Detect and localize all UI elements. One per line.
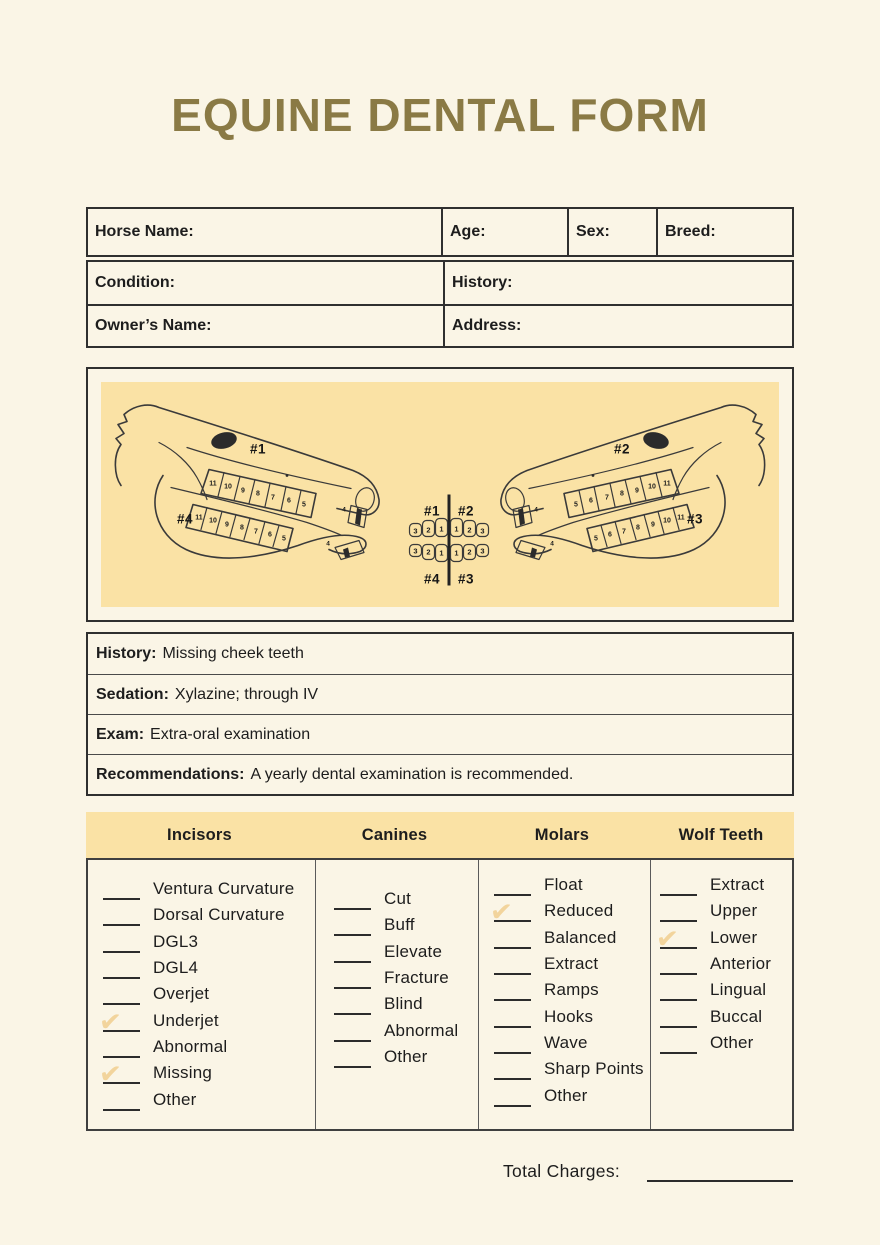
checklist-item-label: DGL3 bbox=[153, 931, 199, 951]
checklist-item-cut[interactable] bbox=[334, 886, 478, 912]
sedation-note-value: Xylazine; through IV bbox=[174, 685, 319, 703]
checklist-item-label: Hooks bbox=[544, 1006, 594, 1026]
checklist-item-label: Fracture bbox=[384, 968, 449, 988]
blank-line[interactable] bbox=[494, 1014, 531, 1028]
notes-section bbox=[86, 632, 794, 796]
checklist-item-label: Other bbox=[153, 1089, 197, 1109]
checklist-item-dorsal-curvature[interactable] bbox=[103, 902, 315, 928]
checklist-item-extract[interactable] bbox=[660, 872, 792, 898]
age-field[interactable] bbox=[441, 209, 567, 255]
checklist-item-label: Anterior bbox=[710, 954, 772, 974]
address-field[interactable] bbox=[443, 304, 792, 346]
svg-text:11: 11 bbox=[677, 514, 685, 522]
checklist-item-buff[interactable] bbox=[334, 912, 478, 938]
blank-line[interactable] bbox=[103, 965, 140, 979]
svg-text:7: 7 bbox=[271, 494, 275, 502]
svg-text:1: 1 bbox=[439, 524, 444, 534]
blank-line[interactable] bbox=[660, 961, 697, 975]
blank-line[interactable] bbox=[494, 1066, 531, 1080]
address-label: Address: bbox=[452, 317, 522, 334]
svg-text:3: 3 bbox=[413, 546, 418, 556]
total-charges-line[interactable] bbox=[647, 1170, 793, 1182]
right-skull-diagram bbox=[501, 405, 765, 559]
checklist-item-label: Abnormal bbox=[153, 1036, 228, 1056]
checklist-item-ramps[interactable] bbox=[494, 977, 650, 1003]
blank-line[interactable] bbox=[103, 991, 140, 1005]
checklist-item-lingual[interactable] bbox=[660, 977, 792, 1003]
checklist-item-label: Extract bbox=[544, 954, 599, 974]
checklist-item-label: Sharp Points bbox=[544, 1059, 644, 1079]
blank-line[interactable] bbox=[660, 908, 697, 922]
quadrant-label-3: #3 bbox=[686, 511, 704, 527]
checklist-item-other[interactable] bbox=[660, 1030, 792, 1056]
checklist-item-abnormal[interactable] bbox=[334, 1017, 478, 1043]
checklist-item-ventura-curvature[interactable] bbox=[103, 876, 315, 902]
svg-text:1: 1 bbox=[439, 548, 444, 558]
checklist-item-label: Buff bbox=[384, 915, 415, 935]
horse-name-label: Horse Name: bbox=[95, 223, 194, 240]
blank-line[interactable] bbox=[660, 1014, 697, 1028]
sex-label: Sex: bbox=[576, 223, 610, 240]
checklist-item-label: Abnormal bbox=[384, 1020, 459, 1040]
dental-chart-svg bbox=[101, 382, 779, 607]
owner-name-field[interactable] bbox=[88, 304, 443, 346]
owner-info-table bbox=[86, 260, 794, 348]
svg-text:11: 11 bbox=[663, 480, 671, 488]
incisor-quadrant-2: #2 bbox=[457, 503, 475, 519]
incisor-quadrant-3: #3 bbox=[457, 571, 475, 587]
svg-text:8: 8 bbox=[240, 524, 244, 532]
svg-text:10: 10 bbox=[224, 483, 232, 491]
svg-text:8: 8 bbox=[636, 524, 640, 532]
checklist-body bbox=[86, 858, 794, 1131]
checklist-item-reduced[interactable] bbox=[488, 896, 650, 930]
svg-text:3: 3 bbox=[480, 526, 485, 536]
svg-text:4: 4 bbox=[342, 506, 346, 514]
page-title: EQUINE DENTAL FORM bbox=[171, 89, 709, 141]
blank-line[interactable] bbox=[103, 939, 140, 953]
checklist-item-extract[interactable] bbox=[494, 951, 650, 977]
svg-text:3: 3 bbox=[413, 526, 418, 536]
svg-text:2: 2 bbox=[467, 547, 472, 557]
checklist-item-abnormal[interactable] bbox=[103, 1034, 315, 1060]
quadrant-label-1: #1 bbox=[249, 441, 267, 457]
checklist-item-blind[interactable] bbox=[334, 991, 478, 1017]
checklist-item-label: Underjet bbox=[153, 1010, 219, 1030]
checklist-item-label: Lingual bbox=[710, 980, 767, 1000]
checklist-item-label: Buccal bbox=[710, 1006, 763, 1026]
svg-text:2: 2 bbox=[426, 525, 431, 535]
blank-line[interactable] bbox=[97, 1005, 140, 1039]
owner-name-label: Owner’s Name: bbox=[95, 317, 212, 334]
svg-text:1: 1 bbox=[454, 548, 459, 558]
checklist-item-fracture[interactable] bbox=[334, 965, 478, 991]
checklist-header-molars: Molars bbox=[534, 825, 590, 844]
dental-chart-panel bbox=[86, 367, 794, 622]
checklist-item-label: DGL4 bbox=[153, 958, 199, 978]
blank-line[interactable] bbox=[488, 896, 531, 930]
dental-chart-background bbox=[101, 382, 779, 607]
checklist-item-label: Blind bbox=[384, 994, 423, 1014]
checklist-column-incisors bbox=[88, 860, 315, 1129]
checklist-column-canines bbox=[315, 860, 478, 1129]
breed-field[interactable] bbox=[656, 209, 792, 255]
blank-line[interactable] bbox=[494, 1040, 531, 1054]
checklist-header-row bbox=[86, 812, 794, 858]
total-charges-label: Total Charges: bbox=[503, 1161, 621, 1181]
checklist-item-label: Float bbox=[544, 875, 583, 895]
sex-field[interactable] bbox=[567, 209, 656, 255]
checklist-item-other[interactable] bbox=[334, 1044, 478, 1070]
svg-text:6: 6 bbox=[287, 497, 291, 505]
history-note-row bbox=[88, 634, 792, 674]
svg-text:3: 3 bbox=[480, 546, 485, 556]
blank-line[interactable] bbox=[494, 935, 531, 949]
blank-line[interactable] bbox=[660, 987, 697, 1001]
svg-text:5: 5 bbox=[302, 501, 306, 509]
exam-note-label: Exam: bbox=[96, 725, 145, 743]
blank-line[interactable] bbox=[103, 912, 140, 926]
checklist-item-float[interactable] bbox=[494, 872, 650, 898]
checklist-item-label: Elevate bbox=[384, 941, 443, 961]
quadrant-label-4: #4 bbox=[176, 511, 194, 527]
svg-text:5: 5 bbox=[594, 535, 598, 543]
recommendations-note-row bbox=[88, 754, 792, 794]
svg-text:10: 10 bbox=[209, 517, 217, 525]
breed-label: Breed: bbox=[665, 223, 716, 240]
checklist-item-label: Reduced bbox=[544, 901, 614, 921]
check-icon: ✔ bbox=[488, 896, 514, 930]
horse-name-field[interactable] bbox=[88, 209, 441, 255]
svg-text:1: 1 bbox=[454, 524, 459, 534]
blank-line[interactable] bbox=[654, 922, 697, 956]
svg-text:4: 4 bbox=[534, 506, 538, 514]
check-icon: ✔ bbox=[97, 1005, 123, 1039]
checklist-header-incisors: Incisors bbox=[167, 825, 232, 844]
svg-text:9: 9 bbox=[225, 521, 229, 529]
blank-line[interactable] bbox=[103, 1044, 140, 1058]
svg-text:6: 6 bbox=[589, 497, 593, 505]
checklist-item-label: Ventura Curvature bbox=[153, 879, 295, 899]
history-note-label: History: bbox=[96, 645, 157, 662]
blank-line[interactable] bbox=[334, 1054, 371, 1068]
checklist-item-sharp-points[interactable] bbox=[494, 1056, 650, 1082]
checklist-item-upper[interactable] bbox=[660, 898, 792, 924]
exam-note-row bbox=[88, 714, 792, 754]
svg-text:7: 7 bbox=[605, 494, 609, 502]
checklist-item-label: Dorsal Curvature bbox=[153, 905, 285, 925]
checklist-item-lower[interactable] bbox=[654, 922, 792, 956]
check-icon: ✔ bbox=[654, 922, 680, 956]
blank-line[interactable] bbox=[494, 987, 531, 1001]
svg-text:9: 9 bbox=[651, 521, 655, 529]
condition-field[interactable] bbox=[88, 262, 443, 304]
checklist-item-balanced[interactable] bbox=[494, 925, 650, 951]
blank-line[interactable] bbox=[334, 949, 371, 963]
checklist-item-missing[interactable] bbox=[97, 1058, 315, 1091]
exam-note-value: Extra-oral examination bbox=[150, 725, 311, 743]
checklist-item-dgl3[interactable] bbox=[103, 929, 315, 955]
checklist-column-wolf-teeth bbox=[650, 860, 792, 1129]
checklist-item-label: Extract bbox=[710, 875, 765, 895]
checklist-item-hooks[interactable] bbox=[494, 1003, 650, 1029]
blank-line[interactable] bbox=[103, 886, 140, 900]
checklist-item-label: Cut bbox=[384, 889, 412, 909]
svg-text:5: 5 bbox=[282, 535, 286, 543]
recommendations-note-value: A yearly dental examination is recommended. bbox=[250, 765, 574, 783]
checklist-item-wave[interactable] bbox=[494, 1030, 650, 1056]
checklist-item-elevate[interactable] bbox=[334, 939, 478, 965]
checklist-item-label: Upper bbox=[710, 901, 758, 921]
svg-text:7: 7 bbox=[622, 528, 626, 536]
checklist-item-label: Balanced bbox=[544, 927, 617, 947]
svg-text:9: 9 bbox=[241, 487, 245, 495]
svg-text:5: 5 bbox=[574, 501, 578, 509]
checklist-item-dgl4[interactable] bbox=[103, 955, 315, 981]
svg-text:6: 6 bbox=[268, 531, 272, 539]
checklist-item-underjet[interactable] bbox=[97, 1005, 315, 1039]
svg-text:11: 11 bbox=[195, 514, 203, 522]
blank-line[interactable] bbox=[660, 882, 697, 896]
checklist-header-canines: Canines bbox=[361, 825, 428, 844]
incisor-quadrant-4: #4 bbox=[423, 571, 441, 587]
checklist-item-label: Other bbox=[710, 1032, 754, 1052]
blank-line[interactable] bbox=[334, 975, 371, 989]
svg-text:8: 8 bbox=[620, 490, 624, 498]
svg-text:8: 8 bbox=[256, 490, 260, 498]
blank-line[interactable] bbox=[334, 1028, 371, 1042]
svg-text:10: 10 bbox=[663, 517, 671, 525]
left-skull-diagram bbox=[115, 405, 379, 559]
checklist-column-molars bbox=[478, 860, 650, 1129]
sedation-note-label: Sedation: bbox=[96, 685, 169, 703]
age-label: Age: bbox=[450, 223, 486, 240]
blank-line[interactable] bbox=[494, 882, 531, 896]
total-charges-row bbox=[86, 1161, 794, 1182]
blank-line[interactable] bbox=[494, 961, 531, 975]
blank-line[interactable] bbox=[660, 1040, 697, 1054]
sedation-note-row bbox=[88, 674, 792, 714]
checklist-header-wolf-teeth: Wolf Teeth bbox=[678, 825, 764, 844]
blank-line[interactable] bbox=[103, 1097, 140, 1111]
history-note-value: Missing cheek teeth bbox=[162, 645, 304, 662]
checklist-item-label: Missing bbox=[153, 1063, 213, 1083]
check-icon: ✔ bbox=[97, 1058, 123, 1091]
condition-label: Condition: bbox=[95, 274, 175, 291]
blank-line[interactable] bbox=[334, 896, 371, 910]
form-content bbox=[86, 207, 794, 1182]
checklist-item-other[interactable] bbox=[103, 1086, 315, 1112]
history-label: History: bbox=[452, 274, 513, 291]
checklist-item-overjet[interactable] bbox=[103, 981, 315, 1007]
checklist-item-label: Ramps bbox=[544, 980, 599, 1000]
svg-text:4: 4 bbox=[326, 540, 330, 548]
svg-text:7: 7 bbox=[254, 528, 258, 536]
checklist-item-anterior[interactable] bbox=[660, 951, 792, 977]
checklist-item-label: Other bbox=[544, 1085, 588, 1105]
checklist-item-other[interactable] bbox=[494, 1082, 650, 1108]
svg-text:9: 9 bbox=[635, 487, 639, 495]
svg-text:10: 10 bbox=[648, 483, 656, 491]
blank-line[interactable] bbox=[334, 922, 371, 936]
svg-text:2: 2 bbox=[467, 525, 472, 535]
checklist-item-label: Other bbox=[384, 1046, 428, 1066]
svg-text:6: 6 bbox=[608, 531, 612, 539]
svg-text:4: 4 bbox=[550, 540, 554, 548]
svg-text:11: 11 bbox=[209, 480, 217, 488]
blank-line[interactable] bbox=[494, 1093, 531, 1107]
svg-text:2: 2 bbox=[426, 547, 431, 557]
checklist-item-label: Overjet bbox=[153, 984, 210, 1004]
horse-info-table bbox=[86, 207, 794, 257]
quadrant-label-2: #2 bbox=[613, 441, 631, 457]
checklist-item-label: Wave bbox=[544, 1032, 588, 1052]
incisor-quadrant-1: #1 bbox=[423, 503, 441, 519]
incisor-chart bbox=[410, 495, 489, 587]
recommendations-note-label: Recommendations: bbox=[96, 765, 245, 783]
blank-line[interactable] bbox=[97, 1058, 140, 1091]
history-field[interactable] bbox=[443, 262, 792, 304]
checklist-item-buccal[interactable] bbox=[660, 1003, 792, 1029]
blank-line[interactable] bbox=[334, 1001, 371, 1015]
checklist-item-label: Lower bbox=[710, 927, 758, 947]
